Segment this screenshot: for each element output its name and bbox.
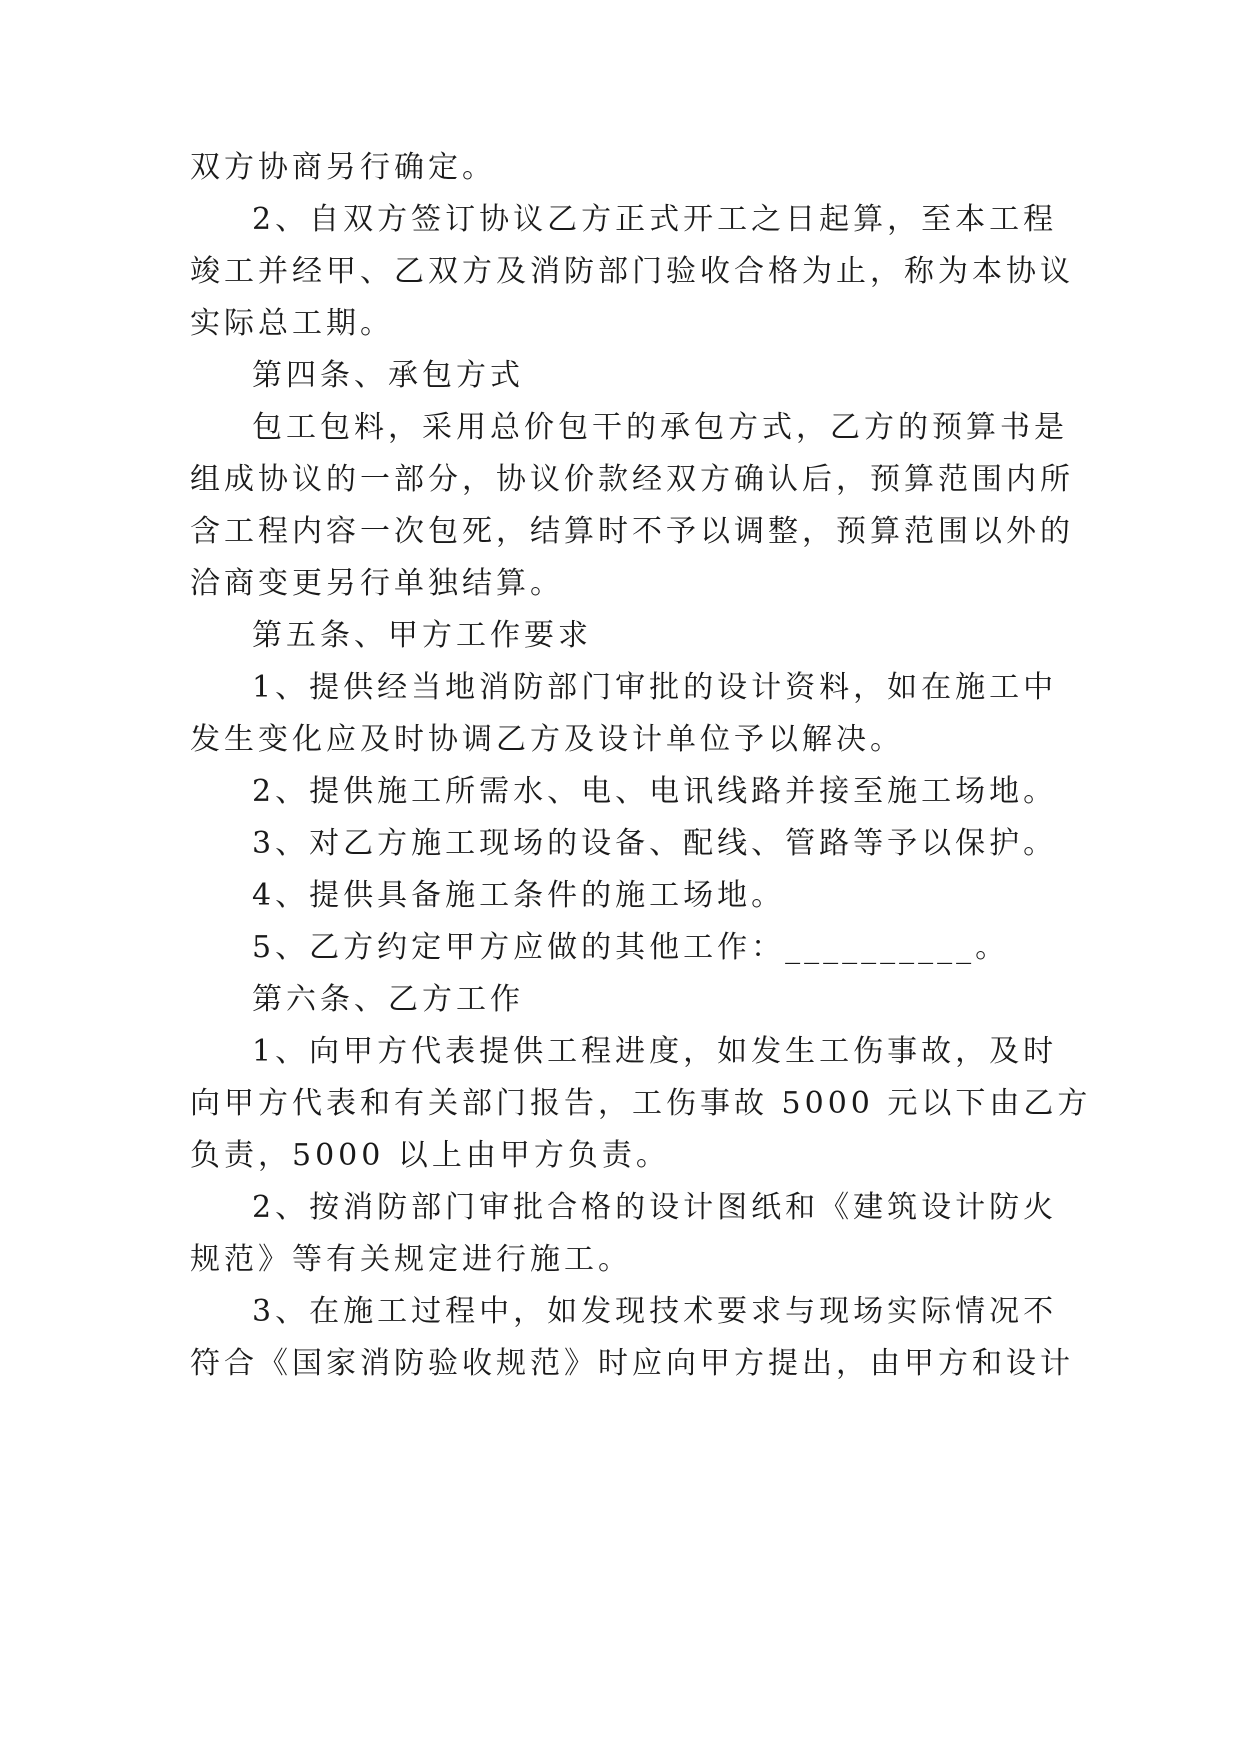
text-line: 符合《国家消防验收规范》时应向甲方提出，由甲方和设计	[190, 1346, 1074, 1381]
section-heading: 第六条、乙方工作	[252, 982, 524, 1017]
text-line: 3、对乙方施工现场的设备、配线、管路等予以保护。	[252, 826, 1058, 861]
section-heading: 第四条、承包方式	[252, 358, 524, 393]
text-line: 向甲方代表和有关部门报告，工伤事故 5000 元以下由乙方	[190, 1086, 1092, 1121]
text-line: 规范》等有关规定进行施工。	[190, 1242, 632, 1277]
section-heading: 第五条、甲方工作要求	[252, 618, 592, 653]
text-line: 发生变化应及时协调乙方及设计单位予以解决。	[190, 722, 904, 757]
text-line: 洽商变更另行单独结算。	[190, 566, 564, 601]
text-line: 5、乙方约定甲方应做的其他工作：__________。	[252, 930, 1010, 965]
text-line: 1、提供经当地消防部门审批的设计资料，如在施工中	[252, 670, 1058, 705]
text-line: 2、按消防部门审批合格的设计图纸和《建筑设计防火	[252, 1190, 1058, 1225]
text-line: 实际总工期。	[190, 306, 394, 341]
text-line: 1、向甲方代表提供工程进度，如发生工伤事故，及时	[252, 1034, 1058, 1069]
text-line: 2、提供施工所需水、电、电讯线路并接至施工场地。	[252, 774, 1058, 809]
text-line: 4、提供具备施工条件的施工场地。	[252, 878, 786, 913]
text-line: 竣工并经甲、乙双方及消防部门验收合格为止，称为本协议	[190, 254, 1074, 289]
text-line: 组成协议的一部分，协议价款经双方确认后，预算范围内所	[190, 462, 1074, 497]
text-line: 含工程内容一次包死，结算时不予以调整，预算范围以外的	[190, 514, 1074, 549]
text-line: 3、在施工过程中，如发现技术要求与现场实际情况不	[252, 1294, 1058, 1329]
text-line: 2、自双方签订协议乙方正式开工之日起算，至本工程	[252, 202, 1058, 237]
text-line: 双方协商另行确定。	[190, 150, 496, 185]
text-line: 包工包料，采用总价包干的承包方式，乙方的预算书是	[252, 410, 1068, 445]
text-line: 负责，5000 以上由甲方负责。	[190, 1138, 670, 1173]
